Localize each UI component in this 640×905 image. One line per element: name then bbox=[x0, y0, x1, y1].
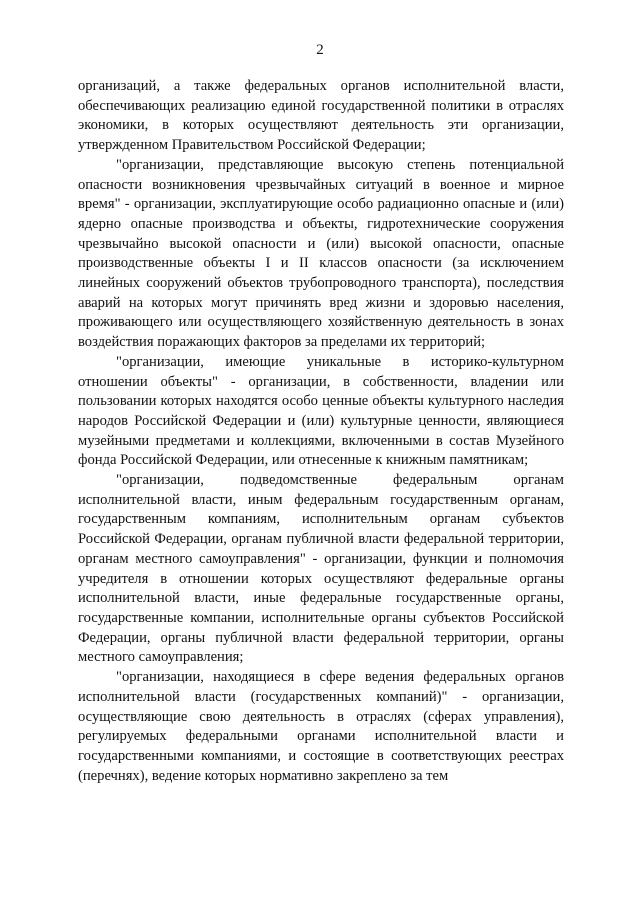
paragraph: организаций, а также федеральных органов исполнительной власти, обеспечивающих реализацию единой государственной политики в отраслях экономики, в которых осуществляют деятельность эти организации, утвержденном Правительством Российской Федерации; bbox=[78, 78, 564, 154]
paragraph: "организации, представляющие высокую степень потенциальной опасности возникновения чрезвычайных ситуаций в военное и мирное время" - организации, эксплуатирующие особо радиационно опасные и (или) ядерно опасные производства и объекты, гидротехнические сооружения чрезвычайно высокой опасности и (или) высокой опасности, опасные производственные объекты I и II классов опасности (за исключением линейных сооружений объектов трубопроводного транспорта), последствия аварий на которых могут причинять вред жизни и здоровью населения, проживающего или осуществляющего хозяйственную деятельность в зонах воздействия поражающих факторов за пределами их территорий; bbox=[78, 156, 564, 351]
page-number: 2 bbox=[316, 42, 324, 58]
paragraph: "организации, имеющие уникальные в историко-культурном отношении объекты" - организации, в собственности, владении или пользовании которых находятся особо ценные объекты культурного наследия народов Российской Федерации и (или) культурные ценности, являющиеся музейными предметами и коллекциями, включенными в состав Музейного фонда Российской Федерации, или отнесенные к книжным памятникам; bbox=[78, 353, 564, 469]
document-body bbox=[78, 77, 564, 786]
paragraph: "организации, подведомственные федеральным органам исполнительной власти, иным федеральным государственным органам, государственным компаниям, исполнительным органам субъектов Российской Федерации, органам публичной власти федеральной территории, органам местного самоуправления" - организации, функции и полномочия учредителя в отношении которых осуществляют федеральные органы исполнительной власти, иные федеральные государственные органы, государственные компании, исполнительные органы субъектов Российской Федерации, органы публичной власти федеральной территории, органы местного самоуправления; bbox=[78, 472, 564, 666]
paragraph: "организации, находящиеся в сфере ведения федеральных органов исполнительной власти (государственных компаний)" - организации, осуществляющие свою деятельность в отраслях (сферах управления), регулируемых федеральными органами исполнительной власти и государственными компаниями, и состоящие в соответствующих реестрах (перечнях), ведение которых нормативно закреплено за тем bbox=[78, 669, 564, 784]
